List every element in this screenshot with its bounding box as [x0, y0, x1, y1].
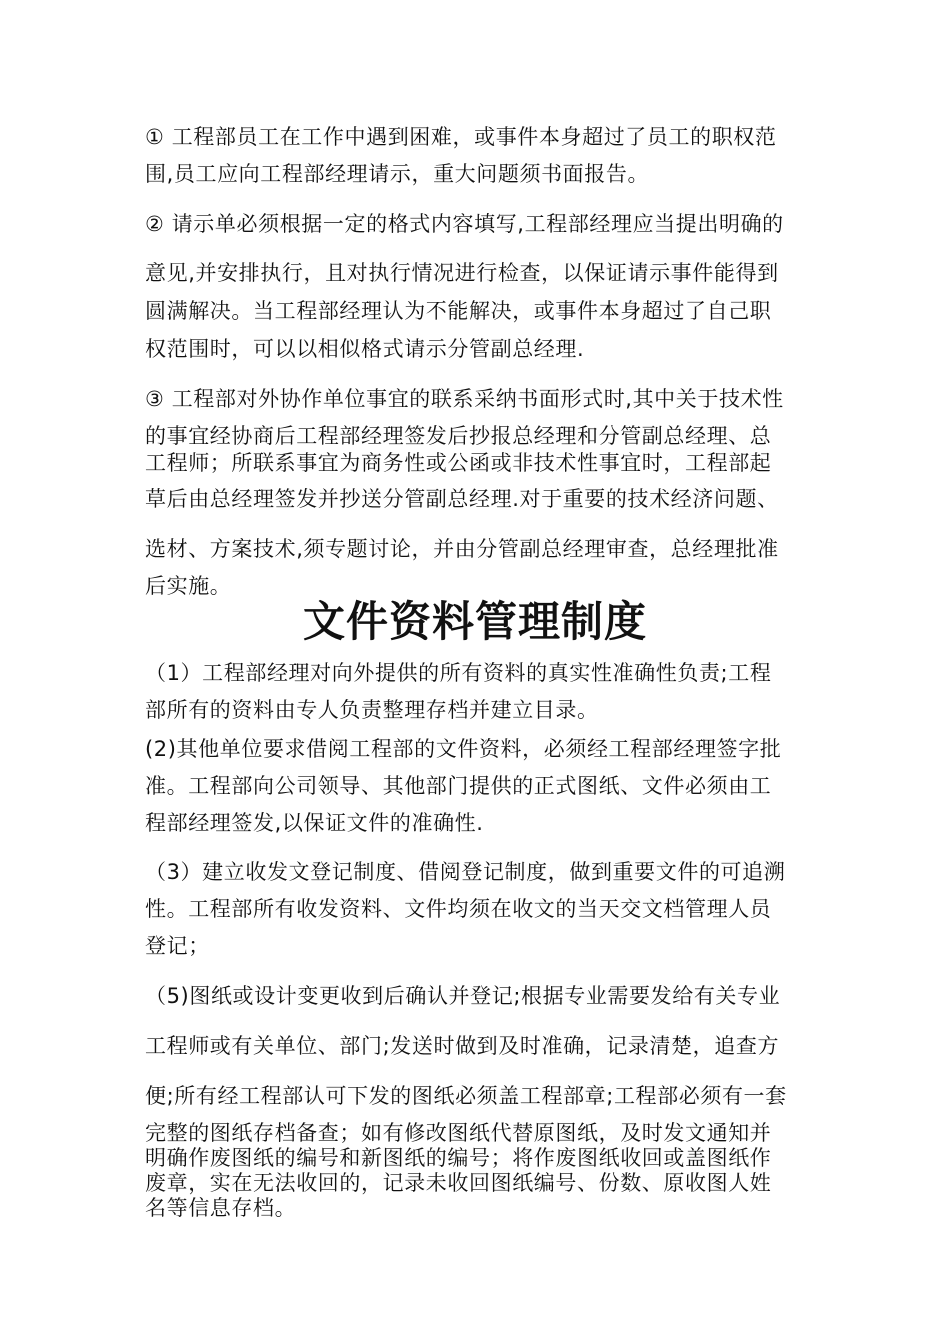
text-line: 登记；: [145, 934, 210, 958]
text-line: 草后由总经理签发并抄送分管副总经理.对于重要的技术经济问题、: [145, 487, 779, 511]
text-line: 准。工程部向公司领导、其他部门提供的正式图纸、文件必须由工: [145, 774, 772, 798]
text-line: 明确作废图纸的编号和新图纸的编号；将作废图纸收回或盖图纸作: [145, 1146, 772, 1170]
text-line: （5)图纸或设计变更收到后确认并登记;根据专业需要发给有关专业: [145, 984, 781, 1008]
text-line: 程部经理签发,以保证文件的准确性.: [145, 811, 484, 835]
text-line: 性。工程部所有收发资料、文件均须在收文的当天交文档管理人员: [145, 897, 772, 921]
text-line: 的事宜经协商后工程部经理签发后抄报总经理和分管副总经理、总: [145, 424, 772, 448]
text-line: 后实施。: [145, 574, 232, 598]
text-line: （3）建立收发文登记制度、借阅登记制度，做到重要文件的可追溯: [145, 860, 786, 884]
text-line: 工程师或有关单位、部门;发送时做到及时准确，记录清楚，追查方: [145, 1034, 780, 1058]
text-line: 工程师；所联系事宜为商务性或公函或非技术性事宜时，工程部起: [145, 451, 772, 475]
text-line: ① 工程部员工在工作中遇到困难，或事件本身超过了员工的职权范: [145, 125, 777, 149]
text-line: 废章，实在无法收回的，记录未收回图纸编号、份数、原收图人姓: [145, 1171, 772, 1195]
text-line: 名等信息存档。: [145, 1196, 297, 1220]
text-line: 意见,并安排执行，且对执行情况进行检查，以保证请示事件能得到: [145, 261, 779, 285]
text-line: (2)其他单位要求借阅工程部的文件资料，必须经工程部经理签字批: [145, 737, 782, 761]
text-line: 便;所有经工程部认可下发的图纸必须盖工程部章;工程部必须有一套: [145, 1084, 787, 1108]
text-line: ③ 工程部对外协作单位事宜的联系采纳书面形式时,其中关于技术性: [145, 387, 784, 411]
text-line: 围,员工应向工程部经理请示，重大问题须书面报告。: [145, 162, 650, 186]
text-line: 权范围时，可以以相似格式请示分管副总经理.: [145, 337, 585, 361]
text-line: 完整的图纸存档备查；如有修改图纸代替原图纸，及时发文通知并: [145, 1121, 772, 1145]
text-line: 部所有的资料由专人负责整理存档并建立目录。: [145, 698, 599, 722]
text-line: ② 请示单必须根据一定的格式内容填写,工程部经理应当提出明确的: [145, 212, 784, 236]
text-line: （1）工程部经理对向外提供的所有资料的真实性准确性负责;工程: [145, 661, 772, 685]
text-line: 选材、方案技术,须专题讨论，并由分管副总经理审查，总经理批准: [145, 537, 779, 561]
text-line: 圆满解决。当工程部经理认为不能解决，或事件本身超过了自己职: [145, 299, 772, 323]
section-title: 文件资料管理制度: [302, 597, 647, 646]
